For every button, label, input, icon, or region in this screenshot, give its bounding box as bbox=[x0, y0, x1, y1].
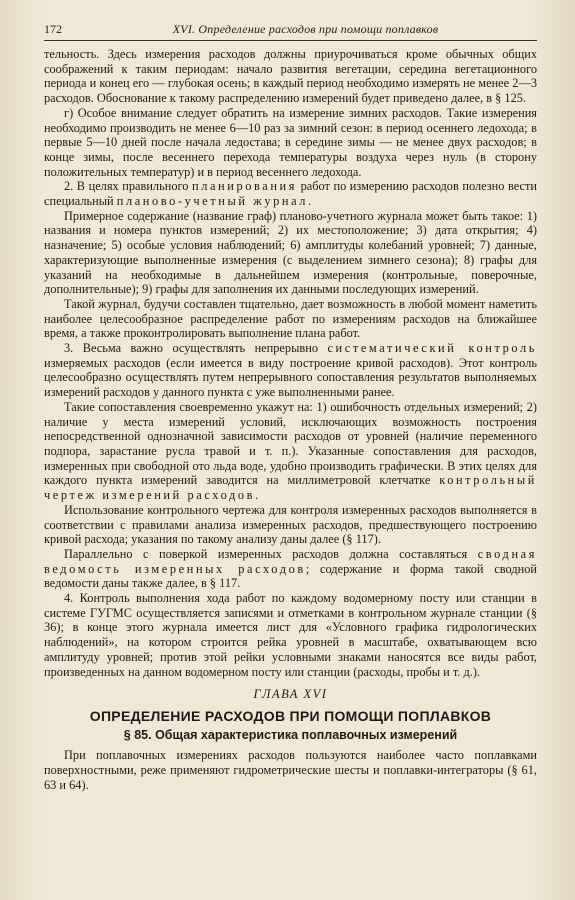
paragraph-5: Такой журнал, будучи составлен тщательно, дает возможность в любой момент наметить наиболее целесообразное распределение работ по измерениям расходов на ближайшее время, а также проконтролировать выполнение плана работ. bbox=[44, 296, 537, 341]
paragraph-11: При поплавочных измерениях расходов пользуются наиболее часто поплавками поверхностными, реже применяют гидрометрические шесты и поплавки-интеграторы (§ 61, 63 и 64). bbox=[44, 748, 537, 792]
paragraph-7 bbox=[44, 400, 537, 503]
paragraph-3-text-a: 2. В целях правильного bbox=[64, 179, 192, 194]
page-header bbox=[44, 22, 537, 41]
chapter-title: ОПРЕДЕЛЕНИЕ РАСХОДОВ ПРИ ПОМОЩИ ПОПЛАВКОВ bbox=[89, 708, 492, 725]
paragraph-1: тельность. Здесь измерения расходов должны приурочиваться кроме обычных общих соображений к таким периодам: начало развития вегетации, середина вегетационного периода и конец его — глубокая осень; в каждый период необходимо измерять не менее 2—3 расходов. Обоснование к такому распределению измерений будет приведено далее, в § 125. bbox=[44, 47, 537, 106]
paragraph-9-text-a: Параллельно с поверкой измеренных расходов должна составляться bbox=[64, 546, 478, 561]
paragraph-3-text-c: . bbox=[308, 194, 312, 209]
paragraph-6 bbox=[44, 341, 537, 400]
section-heading: § 85. Общая характеристика поплавочных измерений bbox=[123, 728, 458, 743]
paragraph-3 bbox=[44, 179, 537, 208]
paragraph-9-text-b: ; содержание и форма такой сводной ведомости даны также далее, в § 117. bbox=[44, 561, 537, 591]
paragraph-3-text-b: работ по измерению расходов полезно вести специальный bbox=[44, 179, 537, 209]
spaced-term-planning: планирования bbox=[191, 179, 298, 194]
paragraph-6-text-a: 3. Весьма важно осуществлять непрерывно bbox=[64, 341, 328, 356]
paragraph-6-text-b: измеряемых расходов (если имеется в виду построение кривой расходов). Этот контроль целесообразно осуществлять путем непрерывного сопоставления результатов выполняемых измерений расходов у данного пункта с уже выполненными ранее. bbox=[44, 355, 537, 400]
spaced-term-summary-sheet: сводная ведомость измеренных расходов bbox=[44, 546, 537, 576]
page-number: 172 bbox=[44, 22, 62, 36]
chapter-label: ГЛАВА XVI bbox=[253, 687, 328, 702]
paragraph-8: Использование контрольного чертежа для контроля измеренных расходов выполняется в соответствии с правилами анализа измеренных расходов, предшествующего построению кривой расхода; указания по такому анализу даны далее (§ 117). bbox=[44, 502, 537, 547]
running-title: XVI. Определение расходов при помощи поплавков bbox=[172, 22, 439, 36]
spaced-term-journal: планово-учетный журнал bbox=[116, 194, 309, 209]
paragraph-2: г) Особое внимание следует обратить на измерение зимних расходов. Такие измерения необходимо производить не менее 6—10 раз за зимний сезон: в период осеннего ледохода; в первые 5—10 дней после начала ледостава; в середине зимы — не менее двух расходов; в конце зимы, после весеннего перехода температуры воздуха через нуль (в сторону положительных температур) и в период весеннего ледохода. bbox=[44, 105, 537, 179]
spaced-term-control: систематический контроль bbox=[327, 341, 538, 356]
paragraph-7-text-b: . bbox=[255, 488, 259, 503]
paragraph-7-text-a: Такие сопоставления своевременно укажут на: 1) ошибочность отдельных измерений; 2) наличие у места измерений условий, исключающих возможность построения непосредственной однозначной зависимости расходов от уровней (наличие переменного подпора, зарастание русла травой и т. п.). Указанные сопоставления для расходов, измеренных при свободной ото льда воде, удобно производить графически. В этих целях для каждого пункта измерений заводится на миллиметровой клетчатке bbox=[44, 399, 537, 488]
paragraph-4: Примерное содержание (название граф) планово-учетного журнала может быть такое: 1) названия и номера пунктов измерений; 2) их местоположение; 3) дата открытия; 4) назначение; 5) особые условия наблюдений; 6) амплитуды колебаний уровней; 7) данные, характеризующие выполненные измерения (с выделением зимнего сезона); 8) графы для указаний на необходимые в дальнейшем измерения (контрольные, поверочные, дополнительные); 9) графы для заполнения их данными последующих измерений. bbox=[44, 208, 537, 297]
spaced-term-control-drawing: контрольный чертеж измерений расходов bbox=[44, 473, 537, 503]
paragraph-10: 4. Контроль выполнения хода работ по каждому водомерному посту или станции в системе ГУГМС осуществляется записями и отметками в контрольном журнале станции (§ 36); в конце этого журнала имеется лист для «Условного графика гидрологических наблюдений», на котором строится рейка уровней в масштабе, охватывающем всю амплитуду уровней; против этой рейки условными знаками наносятся все виды работ, произведенных на данном водомерном посту или станции (расходы, пробы и т. д.). bbox=[44, 591, 537, 679]
paragraph-9 bbox=[44, 547, 537, 591]
